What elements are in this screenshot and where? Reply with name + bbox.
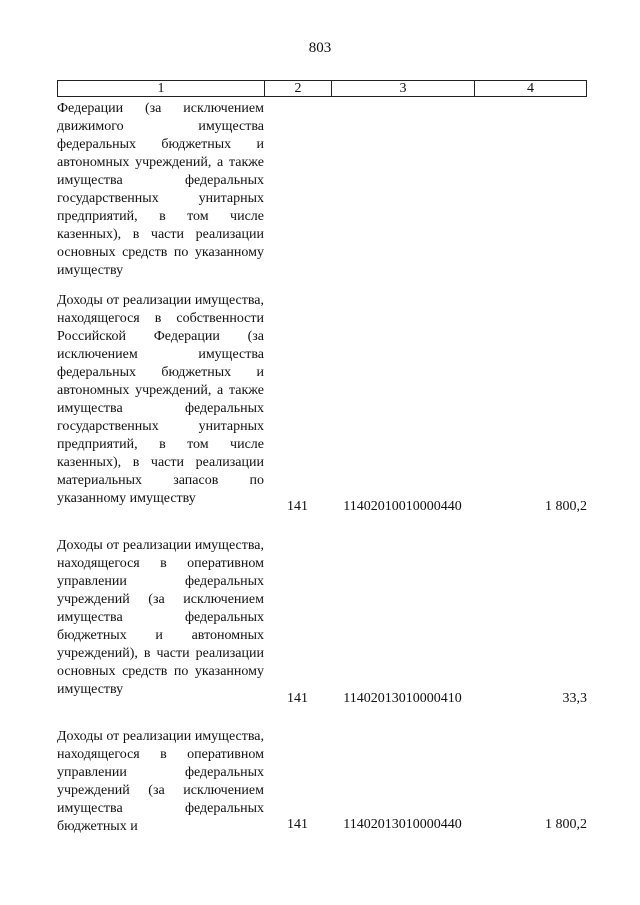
row-description: Доходы от реализации имущества, находящегося в оперативном управлении федеральных учреждений (за исключением имущества федеральных бюджетных и автономных учреждений), в части реализации основных средств по указанному имуществу bbox=[57, 538, 264, 697]
column-header-4: 4 bbox=[527, 81, 534, 96]
row-budget-code: 11402010010000440 bbox=[343, 499, 462, 514]
row-description: Федерации (за исключением движимого имущества федеральных бюджетных и автономных учреждений, а также имущества федеральных государственных унитарных предприятий, в том числе казенных), в части реализации основных средств по указанному имуществу bbox=[57, 101, 264, 278]
row-amount: 1 800,2 bbox=[545, 499, 587, 514]
row-code-admin: 141 bbox=[287, 817, 308, 832]
column-header-2: 2 bbox=[265, 81, 332, 96]
row-code-admin: 141 bbox=[287, 499, 308, 514]
table-header-row bbox=[57, 80, 587, 97]
table-row bbox=[57, 292, 587, 514]
column-header-1: 1 bbox=[58, 81, 265, 96]
row-description: Доходы от реализации имущества, находящегося в собственности Российской Федерации (за исключением имущества федеральных бюджетных и автономных учреждений, а также имущества федеральных государственных унитарных предприятий, в том числе казенных), в части реализации материальных запасов по указанному имуществу bbox=[57, 293, 264, 506]
table-row bbox=[57, 537, 587, 706]
row-description: Доходы от реализации имущества, находящегося в оперативном управлении федеральных учреждений (за исключением имущества федеральных бюджетных и bbox=[57, 729, 264, 834]
row-code-admin: 141 bbox=[287, 691, 308, 706]
column-header-3: 3 bbox=[332, 81, 475, 96]
table-row bbox=[57, 100, 587, 280]
row-amount: 33,3 bbox=[562, 691, 587, 706]
table-row bbox=[57, 728, 587, 836]
row-budget-code: 11402013010000410 bbox=[343, 691, 462, 706]
row-budget-code: 11402013010000440 bbox=[343, 817, 462, 832]
row-amount: 1 800,2 bbox=[545, 817, 587, 832]
page-number: 803 bbox=[308, 40, 332, 56]
